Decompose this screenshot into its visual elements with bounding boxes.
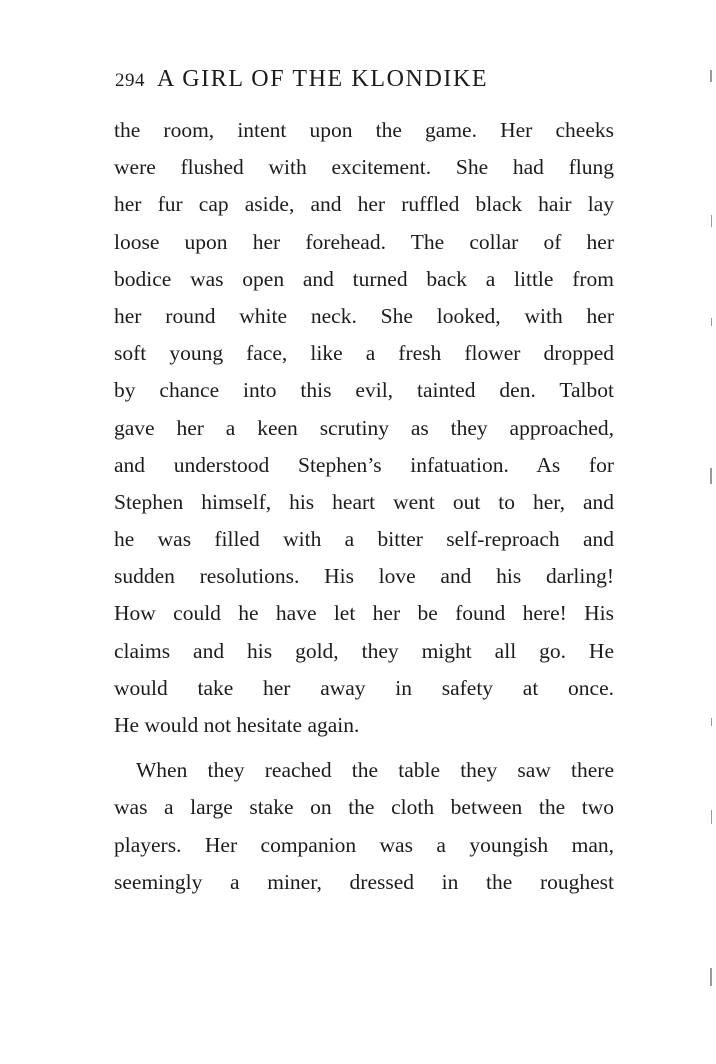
text-line: the room, intent upon the game. Her cheeks: [114, 118, 614, 142]
text-line: her round white neck. She looked, with her: [114, 303, 614, 328]
text-line: sudden resolutions. His love and his darling!: [114, 564, 614, 589]
scan-edge-mark: [710, 968, 712, 986]
scan-edge-mark: [711, 215, 712, 227]
text-line: by chance into this evil, tainted den. Talbot: [114, 378, 614, 403]
text-line: claims and his gold, they might all go. He: [114, 638, 614, 663]
text-line: bodice was open and turned back a little from: [114, 266, 614, 291]
body-text: [114, 112, 614, 901]
scan-edge-mark: [710, 468, 712, 484]
text-line: Stephen himself, his heart went out to her, and: [114, 489, 614, 514]
text-line: soft young face, like a fresh flower dropped: [114, 341, 614, 366]
text-line: seemingly a miner, dressed in the roughest: [114, 869, 614, 894]
text-line: gave her a keen scrutiny as they approached,: [114, 415, 614, 440]
text-line: he was filled with a bitter self-reproach and: [114, 527, 614, 552]
scan-edge-mark: [711, 718, 712, 726]
text-line: was a large stake on the cloth between the two: [114, 795, 614, 820]
scan-edge-mark: [711, 318, 712, 326]
text-line: When they reached the table they saw there: [136, 758, 614, 783]
text-line: How could he have let her be found here! His: [114, 601, 614, 626]
text-line: would take her away in safety at once.: [114, 675, 614, 700]
scan-edge-mark: [711, 810, 712, 824]
paragraph-gap: [114, 744, 614, 752]
text-line: loose upon her forehead. The collar of her: [114, 229, 614, 254]
text-line: her fur cap aside, and her ruffled black hair lay: [114, 192, 614, 217]
running-head: [115, 66, 615, 100]
scan-edge-mark: [710, 70, 712, 82]
book-title: A GIRL OF THE KLONDIKE: [157, 66, 489, 92]
text-line: were flushed with excitement. She had flung: [114, 155, 614, 180]
text-line: He would not hesitate again.: [114, 713, 360, 737]
paragraph-2: [114, 752, 614, 901]
paragraph-1: [114, 112, 614, 744]
text-line: players. Her companion was a youngish man,: [114, 832, 614, 857]
page-number: 294: [115, 70, 145, 91]
text-line: and understood Stephen’s infatuation. As for: [114, 452, 614, 477]
